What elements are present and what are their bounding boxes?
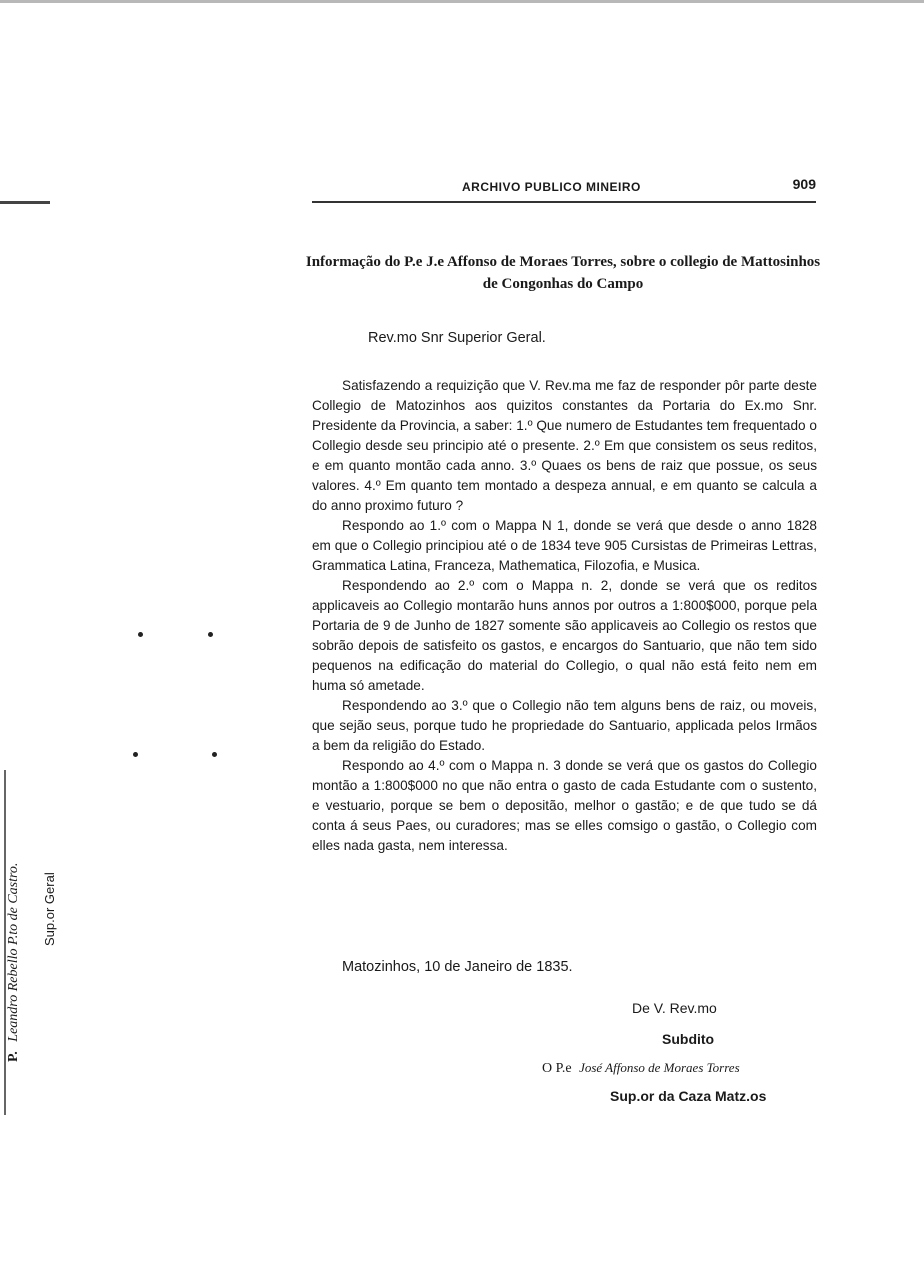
signer-line (542, 1060, 740, 1077)
left-scan-mark (0, 201, 50, 204)
document-title: Informação do P.e J.e Affonso de Moraes Torres, sobre o collegio de Mattosinhos de Congonhas do Campo (305, 254, 821, 292)
signer-name: José Affonso de Moraes Torres (579, 1060, 740, 1075)
salutation: Rev.mo Snr Superior Geral. (368, 330, 546, 346)
running-header (310, 176, 816, 198)
page-number: 909 (792, 176, 816, 192)
paragraph-1: Satisfazendo a requizição que V. Rev.ma me faz de responder pôr parte deste Collegio de Matozinhos aos quizitos constantes da Portaria do Ex.mo Snr. Presidente da Provincia, a saber: 1.º Que numero de Estudantes tem frequentado o Collegio desde seu principio até o presente. 2.º Em que consistem os seus reditos, e em quanto montão cada anno. 3.º Quaes os bens de raiz que possue, os seus valores. 4.º Em quanto tem montado a despeza annual, e em quanto se calcula a do anno proximo futuro ? (312, 378, 817, 513)
signer-prefix: O P.e (542, 1061, 572, 1076)
letter-body (312, 376, 817, 856)
binding-hole-mark (208, 632, 213, 637)
top-scan-edge (0, 0, 924, 3)
signer-role: Sup.or da Caza Matz.os (610, 1088, 767, 1104)
binding-hole-mark (133, 752, 138, 757)
margin-note-title: Sup.or Geral (42, 872, 57, 946)
header-rule (312, 201, 816, 203)
paragraph-5: Respondo ao 4.º com o Mappa n. 3 donde se verá que os gastos do Collegio montão a 1:800$000 no que não entra o gasto de cada Estudante com o sustento, e vestuario, porque se bem o depositão, melhor o gastão; e de que tudo se dá conta á seus Paes, ou curadores; mas se elles comsigo o gastão, o Collegio com elles nada gasta, nem interessa. (312, 758, 817, 853)
paragraph-2: Respondo ao 1.º com o Mappa N 1, donde se verá que desde o anno 1828 em que o Collegio principiou até o de 1834 teve 905 Cursistas de Primeiras Lettras, Grammatica Latina, Franceza, Mathematica, Filozofia, e Musica. (312, 518, 817, 573)
subdito-line: Subdito (662, 1031, 715, 1047)
running-header-title: ARCHIVO PUBLICO MINEIRO (462, 180, 641, 194)
paragraph-4: Respondendo ao 3.º que o Collegio não tem alguns bens de raiz, ou moveis, que sejão seus, porque tudo he propriedade do Santuario, applicada pelos Irmãos a bem da religião do Estado. (312, 698, 817, 753)
margin-note-addressee (6, 863, 22, 1062)
margin-note-prefix: P. (6, 1051, 21, 1062)
valediction: De V. Rev.mo (632, 1000, 717, 1016)
binding-hole-mark (138, 632, 143, 637)
binding-hole-mark (212, 752, 217, 757)
place-date: Matozinhos, 10 de Janeiro de 1835. (342, 959, 573, 975)
margin-note-name: Leandro Rebello P.to de Castro. (6, 862, 21, 1042)
paragraph-3: Respondendo ao 2.º com o Mappa n. 2, donde se verá que os reditos applicaveis ao Collegio montarão huns annos por outros a 1:800$000, porque pela Portaria de 9 de Junho de 1827 somente são applicaveis ao Collegio os restos que sobrão depois de satisfeito os gastos, e encargos do Santuario, que não tem sido pequenos na edificação do material do Collegio, o qual não está feito nem em huma só ametade. (312, 578, 817, 693)
